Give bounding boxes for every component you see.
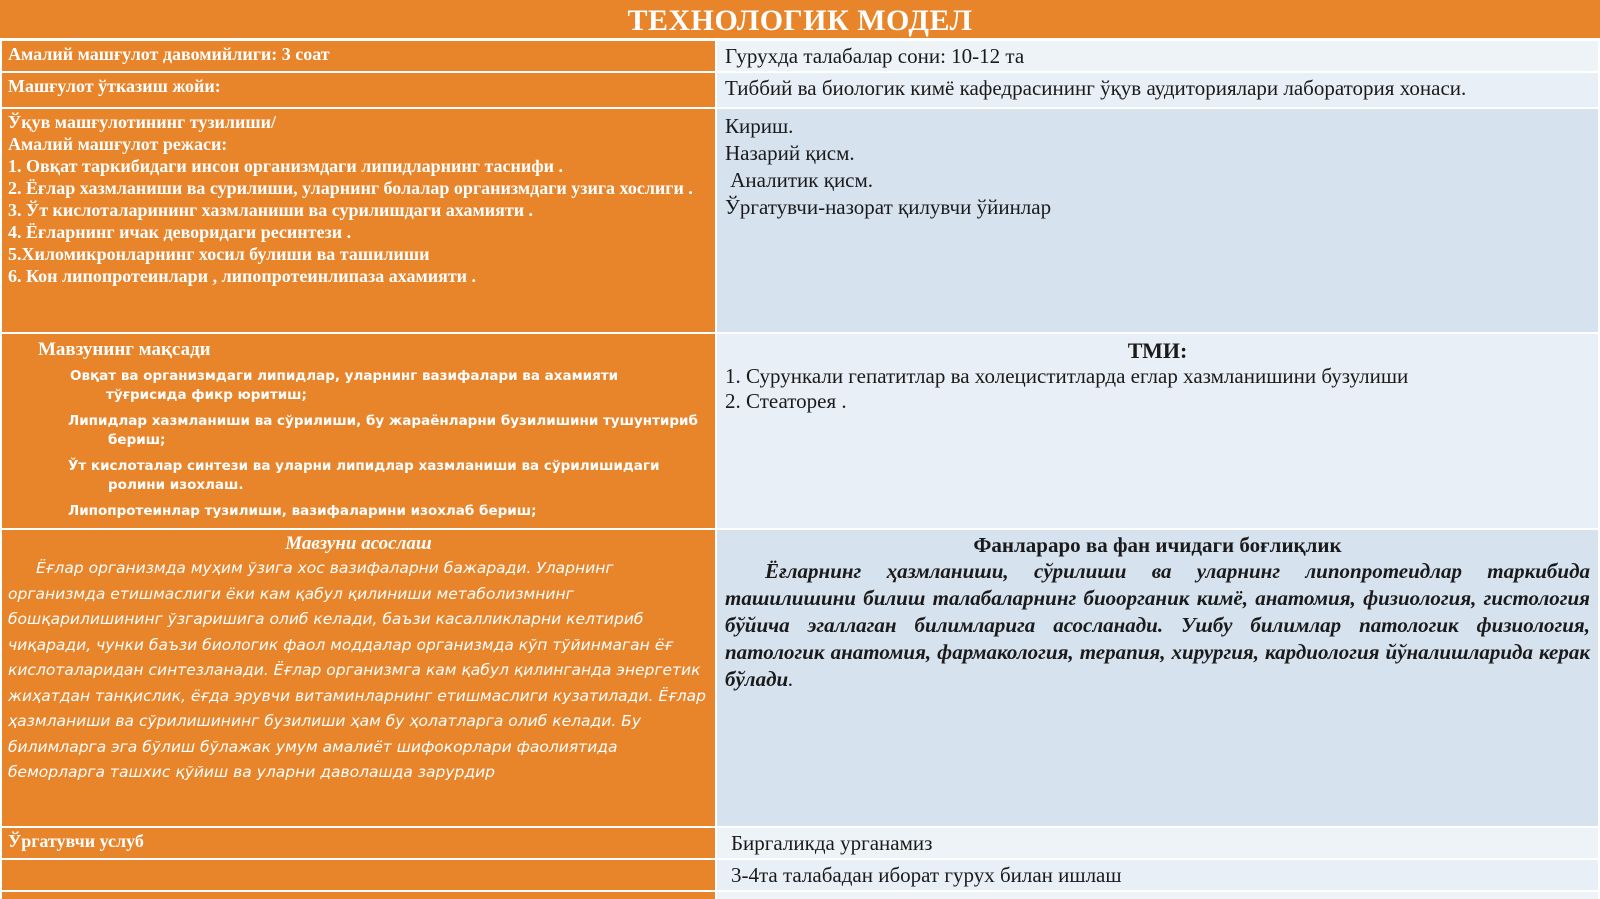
aim-item: Ўт кислоталар синтези ва уларни липидлар хазмланиши ва сўрилишидаги ролини изохлаш. bbox=[68, 458, 660, 493]
structure-line: Назарий қисм. bbox=[725, 141, 855, 165]
table-row bbox=[1, 40, 1599, 72]
aims-list bbox=[2, 367, 715, 521]
group-size-value: Гурухда талабалар сони: 10-12 та bbox=[725, 44, 1025, 68]
table-row bbox=[1, 529, 1599, 827]
plan-value-cell bbox=[716, 108, 1599, 333]
duration-label-cell bbox=[1, 40, 716, 72]
interdisciplinary-title: Фанлараро ва фан ичидаги боғлиқлик bbox=[973, 533, 1342, 557]
plan-line: 1. Овқат таркибидаги инсон организмдаги липидларнинг таснифи . bbox=[8, 156, 564, 176]
plan-label-cell bbox=[1, 108, 716, 333]
next-row-value-cell bbox=[716, 891, 1599, 899]
justification-cell bbox=[1, 529, 716, 827]
tmi-item: 2. Стеаторея . bbox=[725, 389, 847, 413]
aims-title: Мавзунинг мақсади bbox=[38, 339, 211, 360]
location-label: Машғулот ўтказиш жойи: bbox=[8, 76, 221, 96]
plan-line: 2. Ёғлар хазмланиши ва сурилиши, уларнинг болалар организмдаги узига хослиги . bbox=[8, 178, 693, 198]
table-row bbox=[1, 891, 1599, 899]
method-value-cell bbox=[716, 827, 1599, 859]
page-title: ТЕХНОЛОГИК МОДЕЛ bbox=[0, 0, 1600, 38]
model-table bbox=[0, 39, 1600, 899]
method-extra-label-cell bbox=[1, 859, 716, 891]
interdisciplinary-main: Ёғларнинг ҳазмланиши, сўрилиши ва уларнинг липопротеидлар таркибида ташилишини билиш талабаларнинг биоорганик кимё, анатомия, физиология, гистология бўйича эгаллаган билимларига асосланади. Ушбу билимлар патологик физиология, патологик анатомия, фармакология, терапия, хирургия, кардиология йўналишларида керак бўлади bbox=[725, 559, 1590, 691]
tmi-list bbox=[717, 364, 1598, 414]
plan-line: 6. Кон липопротеинлари , липопротеинлипаза ахамияти . bbox=[8, 266, 477, 286]
structure-line: Ўргатувчи-назорат қилувчи ўйинлар bbox=[725, 195, 1052, 219]
interdisciplinary-cell bbox=[716, 529, 1599, 827]
lesson-plan bbox=[2, 109, 715, 289]
location-value-cell bbox=[716, 72, 1599, 108]
location-value: Тиббий ва биологик кимё кафедрасининг ўқув аудиториялари лаборатория хонаси. bbox=[725, 76, 1467, 100]
group-work-value: 3-4та талабадан иборат гурух билан ишлаш bbox=[731, 863, 1122, 887]
aims-cell bbox=[1, 333, 716, 529]
structure-line: Аналитик қисм. bbox=[725, 168, 874, 192]
interdisciplinary-tail: . bbox=[788, 667, 794, 691]
table-row bbox=[1, 859, 1599, 891]
justification-text: Ёғлар организмда муҳим ўзига хос вазифаларни бажаради. Уларнинг организмда етишмаслиги ёки кам қабул қилиниши метаболизмнинг бошқарилишининг ўзгаришига олиб келади, баъзи касалликларни келтириб чиқаради, чунки баъзи биологик фаол моддалар организмда кўп тўйинмаган ёғ кислоталаридан синтезланади. Ёғлар организмга кам қабул қилинганда энергетик жиҳатдан танқислик, ёғда эрувчи витаминларнинг етишмаслиги кузатилади. Ёғлар ҳазмланиши ва сўрилишининг бузилиши ҳам бу ҳолатларга олиб келади. Бу билимларга эга бўлиш бўлажак умум амалиёт шифокорлари фаолиятида беморларга ташхис қўйиш ва уларни даволашда зарурдир bbox=[8, 559, 706, 781]
table-row bbox=[1, 827, 1599, 859]
plan-line: Ўқув машғулотининг тузилиши/ bbox=[8, 112, 276, 132]
duration-label: Амалий машғулот давомийлиги: 3 соат bbox=[8, 44, 330, 64]
plan-line: Амалий машғулот режаси: bbox=[8, 134, 228, 154]
tmi-cell bbox=[716, 333, 1599, 529]
table-row bbox=[1, 333, 1599, 529]
aim-item: Овқат ва организмдаги липидлар, уларнинг вазифалари ва ахамияти тўғрисида фикр юритиш; bbox=[70, 368, 619, 403]
lesson-structure bbox=[717, 109, 1598, 223]
method-label: Ўргатувчи услуб bbox=[8, 831, 144, 851]
interdisciplinary-text bbox=[717, 558, 1598, 693]
plan-line: 3. Ўт кислоталарининг хазмланиши ва сурилишдаги ахамияти . bbox=[8, 200, 534, 220]
justification-title: Мавзуни асослаш bbox=[285, 533, 432, 554]
method-value: Биргаликда урганамиз bbox=[731, 831, 933, 855]
duration-value-cell bbox=[716, 40, 1599, 72]
structure-line: Кириш. bbox=[725, 114, 794, 138]
aim-item: Липопротеинлар тузилиши, вазифаларини изохлаб бериш; bbox=[68, 503, 537, 519]
table-row bbox=[1, 72, 1599, 108]
plan-line: 4. Ёғларнинг ичак деворидаги ресинтези . bbox=[8, 222, 352, 242]
aim-item: Липидлар хазмланиши ва сўрилиши, бу жараёнларни бузилишини тушунтириб бериш; bbox=[68, 413, 698, 448]
tmi-item: 1. Сурункали гепатитлар ва холециститларда еглар хазмланишини бузулиши bbox=[725, 364, 1409, 388]
method-label-cell bbox=[1, 827, 716, 859]
location-label-cell bbox=[1, 72, 716, 108]
next-row-label-cell bbox=[1, 891, 716, 899]
plan-line: 5.Хиломикронларнинг хосил булиши ва ташилиши bbox=[8, 244, 430, 264]
table-row bbox=[1, 108, 1599, 333]
tmi-title: ТМИ: bbox=[1127, 338, 1188, 363]
method-extra-value-cell bbox=[716, 859, 1599, 891]
